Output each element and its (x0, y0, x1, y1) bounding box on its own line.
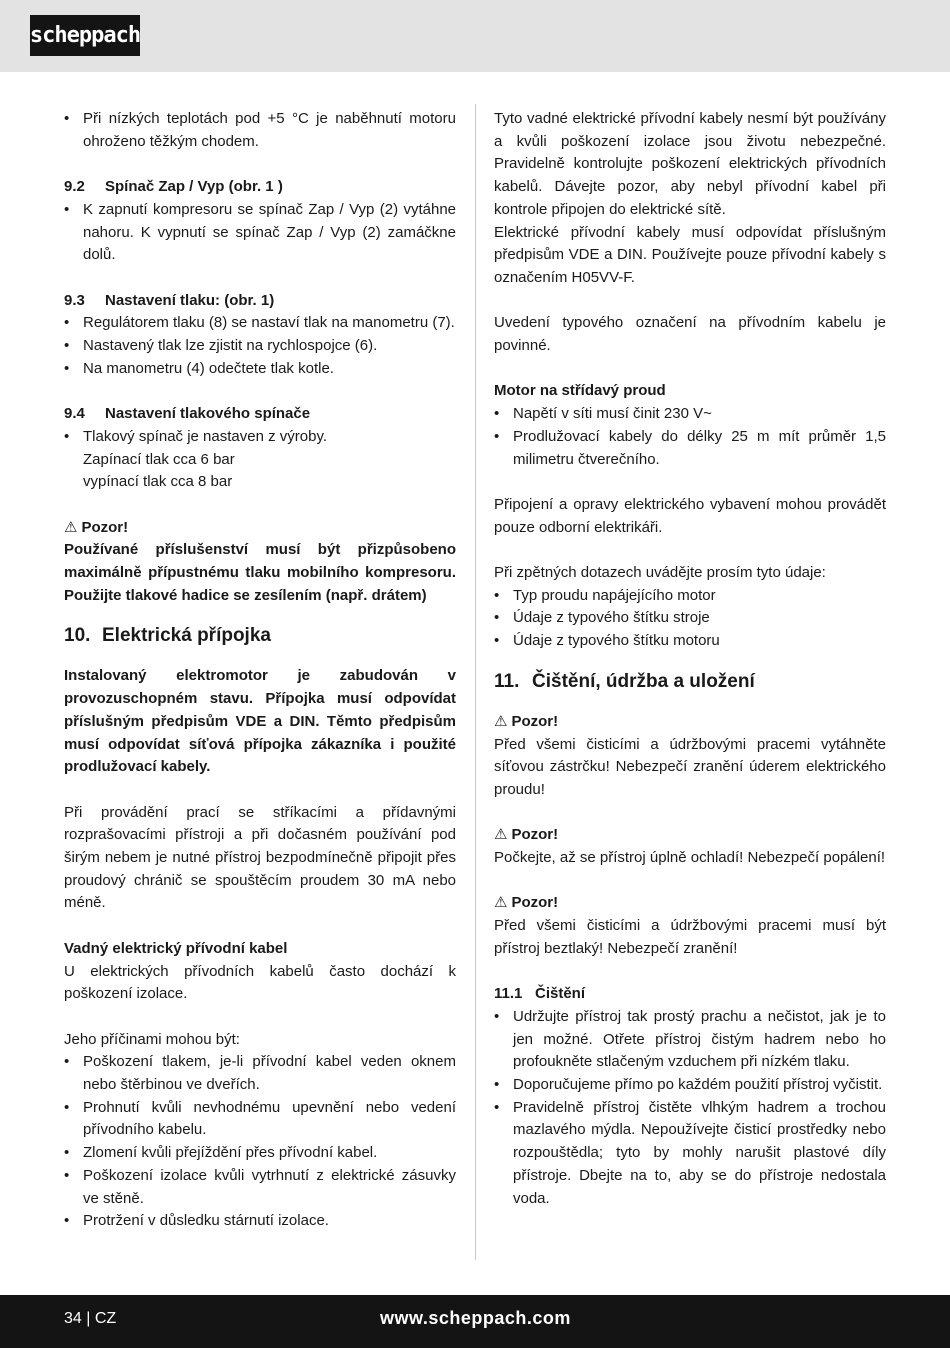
list-item: • Regulátorem tlaku (8) se nastaví tlak na manometru (7). (64, 312, 456, 335)
switch-on-pressure: Zapínací tlak cca 6 bar (83, 450, 235, 468)
left-column (64, 108, 456, 1233)
right-column (494, 108, 886, 1210)
ac-motor-heading: Motor na střídavý proud (494, 382, 666, 400)
list-item: • Tlakový spínač je nastaven z výroby. (64, 426, 456, 449)
list-item: • Prodlužovací kabely do délky 25 m mít průměr 1,5 milimetru čtverečního. (494, 426, 886, 471)
list-item: • Napětí v síti musí činit 230 V~ (494, 403, 886, 426)
list-item: • Pravidelně přístroj čistěte vlhkým hadrem a trochou mazlavého mýdla. Nepoužívejte čisticí prostředky nebo rozpouštědla; tyto by mohly narušit plastové díly přístroje. Dbejte na to, aby se do přístroje nedostala voda. (494, 1097, 886, 1211)
cable-paragraph-2: Elektrické přívodní kabely musí odpovídat příslušným předpisům VDE a DIN. Používejte pouze přívodní kabely s označením H05VV-F. (494, 223, 886, 286)
section-11-heading: 11. Čištění, údržba a uložení (494, 670, 755, 692)
list-item: • Na manometru (4) odečtete tlak kotle. (64, 358, 456, 381)
warning-triangle-icon: ⚠ (494, 712, 508, 730)
inquiry-list (494, 585, 886, 653)
list-item: • Doporučujeme přímo po každém použití přístroj vyčistit. (494, 1074, 886, 1097)
warning-text: Počkejte, až se přístroj úplně ochladí! Nebezpečí popálení! (494, 849, 886, 867)
inquiry-intro: Při zpětných dotazech uvádějte prosím tyto údaje: (494, 564, 826, 581)
warning-triangle-icon: ⚠ (64, 518, 78, 536)
list-item: • Zlomení kvůli přejíždění přes přívodní kabel. (64, 1142, 456, 1165)
warning-text: Před všemi čisticími a údržbovými pracemi vytáhněte síťovou zástrčku! Nebezpečí zranění úderem elektrického proudu! (494, 735, 886, 798)
list-item: • Protržení v důsledku stárnutí izolace. (64, 1210, 456, 1233)
section-10-heading: 10. Elektrická přípojka (64, 625, 271, 647)
electrician-paragraph: Připojení a opravy elektrického vybavení mohou provádět pouze odborní elektrikáři. (494, 495, 886, 536)
cleaning-list (494, 1006, 886, 1210)
section-11-1-heading: 11.1 Čištění (494, 985, 586, 1003)
warning-heading: ⚠ Pozor! (494, 826, 559, 844)
section-10-paragraph: Při provádění prací se stříkacími a přídavnými rozprašovacími přístroji a při dočasném používání pod širým nebem je nutné přístroj bezpodmínečně připojit přes proudový chránič se spouštěcím proudem 30 mA nebo méně. (64, 803, 456, 912)
switch-off-pressure: vypínací tlak cca 8 bar (83, 473, 233, 491)
column-divider (475, 104, 476, 1260)
section-9-4-list (64, 426, 456, 449)
ac-motor-list (494, 403, 886, 471)
list-item: • Udržujte přístroj tak prostý prachu a nečistot, jak je to jen možné. Otřete přístroj čistým hadrem nebo ho profoukněte stlačeným vzduchem při nízkém tlaku. (494, 1006, 886, 1074)
page-footer (0, 1295, 950, 1348)
section-9-2-heading: 9.2 Spínač Zap / Vyp (obr. 1 ) (64, 178, 283, 196)
warning-heading: ⚠ Pozor! (494, 712, 559, 730)
warning-triangle-icon: ⚠ (494, 894, 508, 912)
type-label-paragraph: Uvedení typového označení na přívodním kabelu je povinné. (494, 314, 886, 355)
faulty-cable-text: U elektrických přívodních kabelů často dochází k poškození izolace. (64, 962, 456, 1003)
warning-heading: ⚠ Pozor! (64, 518, 129, 536)
warning-text: Používané příslušenství musí být přizpůsobeno maximálně přípustnému tlaku mobilního kompresoru. Použijte tlakové hadice se zesílením (např. drátem) (64, 541, 456, 604)
list-item: • Poškození izolace kvůli vytrhnutí z elektrické zásuvky ve stěně. (64, 1165, 456, 1210)
warning-text: Před všemi čisticími a údržbovými pracemi musí být přístroj beztlaký! Nebezpečí zranění! (494, 917, 886, 957)
list-item: • Při nízkých teplotách pod +5 °C je naběhnutí motoru ohroženo těžkým chodem. (64, 108, 456, 153)
section-9-3-list (64, 312, 456, 380)
list-item: • Typ proudu napájejícího motor (494, 585, 886, 608)
causes-intro: Jeho příčinami mohou být: (64, 1030, 240, 1048)
cable-paragraph-1: Tyto vadné elektrické přívodní kabely nesmí být používány a kvůli poškození izolace jsou životu nebezpečné. Pravidelně kontrolujte poškození elektrických přívodních kabelů. Dávejte pozor, aby nebyl přívodní kabel při kontrole připojen do elektrické sítě. (494, 110, 886, 218)
list-item: • Nastavený tlak lze zjistit na rychlospojce (6). (64, 335, 456, 358)
scheppach-logo: scheppach (30, 15, 140, 56)
list-item: • K zapnutí kompresoru se spínač Zap / Vyp (2) vytáhne nahoru. K vypnutí se spínač Zap / Vyp (2) zamáčkne dolů. (64, 199, 456, 267)
section-9-3-heading: 9.3 Nastavení tlaku: (obr. 1) (64, 291, 275, 309)
list-item: • Údaje z typového štítku stroje (494, 607, 886, 630)
section-9-4-heading: 9.4 Nastavení tlakového spínače (64, 405, 311, 423)
warning-heading: ⚠ Pozor! (494, 894, 559, 912)
page-number: 34 | CZ (64, 1310, 117, 1327)
intro-list (64, 108, 456, 153)
list-item: • Prohnutí kvůli nevhodnému upevnění nebo vedení přívodního kabelu. (64, 1097, 456, 1142)
section-10-intro: Instalovaný elektromotor je zabudován v provozuschopném stavu. Přípojka musí odpovídat příslušným předpisům VDE a DIN. Těmto předpisům musí odpovídat síťová přípojka zákazníka i použité prodlužovací kabely. (64, 667, 456, 776)
faulty-cable-heading: Vadný elektrický přívodní kabel (64, 939, 288, 957)
page-header (0, 0, 950, 72)
warning-triangle-icon: ⚠ (494, 826, 508, 844)
list-item: • Poškození tlakem, je-li přívodní kabel veden oknem nebo štěrbinou ve dveřích. (64, 1051, 456, 1096)
section-9-2-list (64, 199, 456, 267)
causes-list (64, 1051, 456, 1233)
website-link[interactable]: www.scheppach.com (380, 1308, 571, 1328)
list-item: • Údaje z typového štítku motoru (494, 630, 886, 653)
